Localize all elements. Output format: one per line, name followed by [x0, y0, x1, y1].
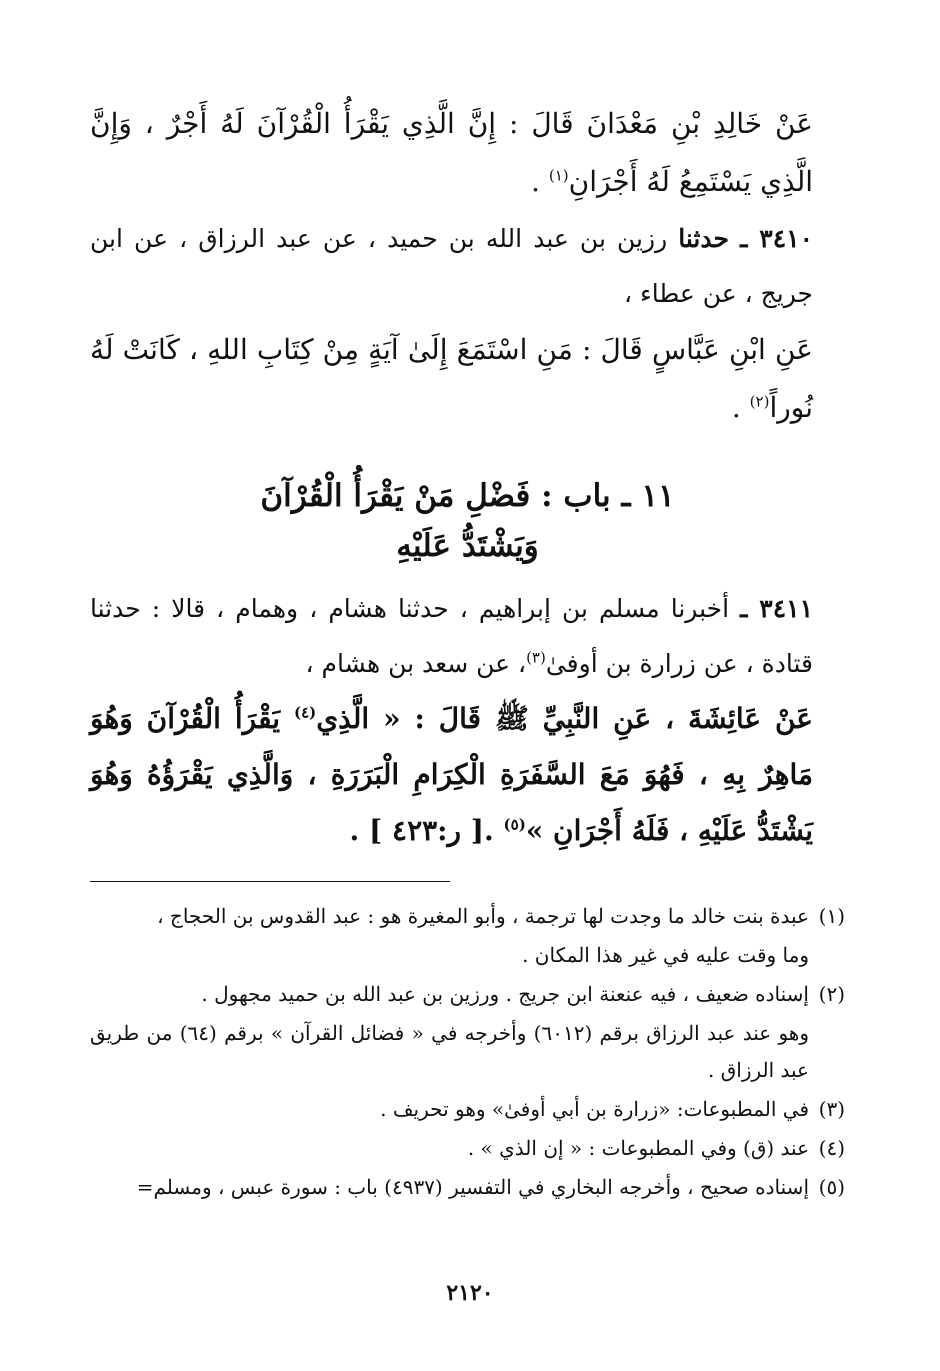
footnote-number: (٣): [818, 1097, 845, 1121]
footnote: [90, 1015, 845, 1089]
isnad-text-2: ، عن سعد بن هشام ،: [305, 649, 527, 678]
footnote-text: وما وقت عليه في غير هذا المكان .: [522, 943, 809, 967]
footnote: [90, 1130, 845, 1167]
isnad-text: أخبرنا مسلم بن إبراهيم ، حدثنا هشام ، وهمام ، قالا : حدثنا قتادة ، عن زرارة بن أوفىٰ: [90, 594, 813, 678]
footnote-number: (٥): [818, 1175, 845, 1199]
footnote: [90, 898, 845, 935]
footnote-ref: (٥): [503, 815, 526, 834]
chapter-heading: [90, 471, 845, 571]
matn-khalid: [90, 95, 845, 211]
footnote-ref: (٣): [526, 648, 546, 667]
footnote-number: [809, 937, 845, 974]
hadith-3411-isnad: [90, 581, 845, 691]
footnote-number: (٤): [818, 1136, 845, 1160]
footnote: [90, 1091, 845, 1128]
hadith-number: ٣٤١٠ ـ: [740, 224, 813, 253]
chapter-title-line1: ١١ ـ باب : فَضْلِ مَنْ يَقْرَأُ الْقُرْآنَ: [260, 478, 675, 514]
footnote: [90, 1169, 845, 1206]
page-body: [90, 95, 845, 1208]
footnote-text: عبدة بنت خالد ما وجدت لها ترجمة ، وأبو المغيرة هو : عبد القدوس بن الحجاج ،: [157, 904, 809, 928]
matn-text: عَنْ عَائِشَةَ ، عَنِ النَّبِيِّ ﷺ قَالَ : « الَّذِي: [316, 702, 813, 735]
footnote-text: إسناده صحيح ، وأخرجه البخاري في التفسير (٤٩٣٧) باب : سورة عبس ، ومسلم=: [136, 1175, 809, 1199]
footnote-text: إسناده ضعيف ، فيه عنعنة ابن جريج . ورزين بن عبد الله بن حميد مجهول .: [201, 982, 809, 1006]
footnote-divider: [90, 881, 450, 882]
matn-text: عَنْ خَالِدِ بْنِ مَعْدَانَ قَالَ : إِنَّ الَّذِي يَقْرَأُ الْقُرْآنَ لَهُ أَجْرٌ ، وَإِنَّ الَّذِي يَسْتَمِعُ لَهُ أَجْرَانِ: [90, 107, 813, 198]
hadith-number: ٣٤١١ ـ: [740, 594, 813, 623]
matn-text: عَنِ ابْنِ عَبَّاسٍ قَالَ : مَنِ اسْتَمَعَ إِلَىٰ آيَةٍ مِنْ كِتَابِ اللهِ ، كَانَتْ لَهُ نُوراً: [90, 333, 813, 424]
footnote-ref: (٤): [293, 703, 317, 722]
footnote-number: (١): [818, 904, 845, 928]
hadith-3411-matn: [90, 691, 845, 859]
matn-tail: .: [731, 391, 750, 424]
chapter-title-line2: وَيَشْتَدُّ عَلَيْهِ: [396, 528, 539, 564]
isnad-lead: حدثنا: [678, 224, 729, 253]
isnad-text: رزين بن عبد الله بن حميد ، عن عبد الرزاق ، عن ابن جريج ، عن عطاء ،: [90, 224, 813, 308]
footnote-ref: (١): [548, 166, 569, 185]
footnote-number: (٢): [818, 982, 845, 1006]
footnote-text: في المطبوعات: «زرارة بن أبي أوفىٰ» وهو تحريف .: [380, 1097, 809, 1121]
footnote-number: [809, 1015, 845, 1089]
cross-reference: .[ ر:٤٢٣ ] .: [349, 814, 504, 847]
footnotes: [90, 898, 845, 1206]
hadith-3410-isnad: [90, 211, 845, 321]
footnote: [90, 937, 845, 974]
matn-text-2: يَقْرَأُ الْقُرْآنَ وَهُوَ مَاهِرٌ بِهِ ، فَهُوَ مَعَ السَّفَرَةِ الْكِرَامِ الْبَرَرَةِ ، وَالَّذِي يَقْرَؤُهُ وَهُوَ يَشْتَدُّ عَلَيْهِ ، فَلَهُ أَجْرَانِ »: [90, 702, 813, 847]
footnote-ref: (٢): [749, 392, 770, 411]
footnote: [90, 976, 845, 1013]
page-number: ٢١٢٠: [446, 1280, 494, 1306]
matn-tail: .: [531, 165, 549, 198]
footnote-text: عند (ق) وفي المطبوعات : « إن الذي » .: [467, 1136, 809, 1160]
matn-ibn-abbas: [90, 321, 845, 437]
footnote-text: وهو عند عبد الرزاق برقم (٦٠١٢) وأخرجه في « فضائل القرآن » برقم (٦٤) من طريق عبد الرزاق .: [90, 1021, 809, 1082]
